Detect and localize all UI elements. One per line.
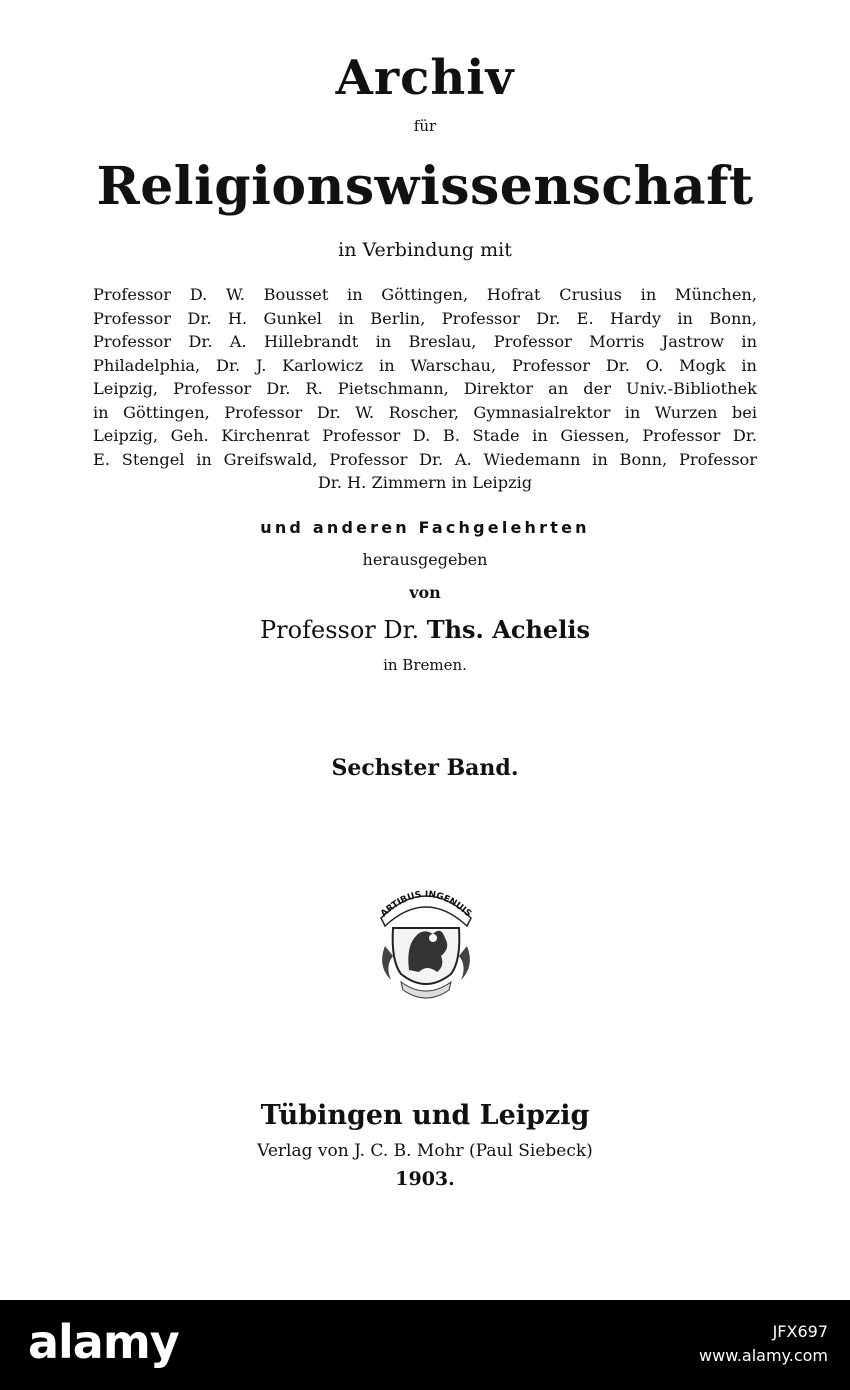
collaborator-line: in Göttingen, Professor Dr. W. Roscher, Gymnasialrektor in Wurzen bei (93, 402, 757, 422)
collaborator-line: Leipzig, Professor Dr. R. Pietschmann, Direktor an der Univ.-Bibliothek (93, 379, 757, 398)
collaborator-line: E. Stengel in Greifswald, Professor Dr. A. Wiedemann in Bonn, Professor (93, 449, 757, 469)
editor-line (0, 615, 850, 644)
collaborator-line: Professor Dr. H. Gunkel in Berlin, Professor Dr. E. Hardy in Bonn, (93, 308, 757, 328)
emblem-motto: ARTIBUS INGENUIS (379, 889, 473, 920)
volume-label: Sechster Band. (331, 755, 519, 781)
collaborator-line: Dr. H. Zimmern in Leipzig (317, 473, 533, 492)
collaborators-block (93, 283, 757, 495)
editor-prefix: Professor Dr. (260, 616, 420, 644)
publisher-line: Verlag von J. C. B. Mohr (Paul Siebeck) (257, 1141, 593, 1161)
title-connector: für (413, 117, 437, 135)
other-scholars-line: und anderen Fachgelehrten (260, 518, 590, 537)
editor-name: Ths. Achelis (426, 615, 590, 644)
collaborator-line: Leipzig, Geh. Kirchenrat Professor D. B. Stade in Giessen, Professor Dr. (93, 426, 757, 445)
publisher-emblem-icon (371, 876, 481, 1006)
watermark-image-id: JFX697 (772, 1322, 828, 1341)
collaborator-line: Philadelphia, Dr. J. Karlowicz in Warschau, Professor Dr. O. Mogk in (93, 355, 757, 375)
watermark-logo: alamy (28, 1315, 179, 1369)
collaborator-line: Professor D. W. Bousset in Göttingen, Hofrat Crusius in München, (93, 285, 757, 304)
collaborator-line: Professor Dr. A. Hillebrandt in Breslau, Professor Morris Jastrow in (93, 332, 757, 351)
title-archiv: Archiv (335, 50, 515, 106)
publication-city: Tübingen und Leipzig (260, 1100, 590, 1131)
by-line: von (409, 583, 441, 602)
publication-year: 1903. (395, 1168, 455, 1190)
title-religionswissenschaft: Religionswissenschaft (96, 156, 754, 217)
editor-place: in Bremen. (383, 656, 467, 674)
in-association-line: in Verbindung mit (338, 239, 512, 261)
watermark-site: www.alamy.com (699, 1346, 828, 1365)
edited-line: herausgegeben (362, 550, 488, 569)
